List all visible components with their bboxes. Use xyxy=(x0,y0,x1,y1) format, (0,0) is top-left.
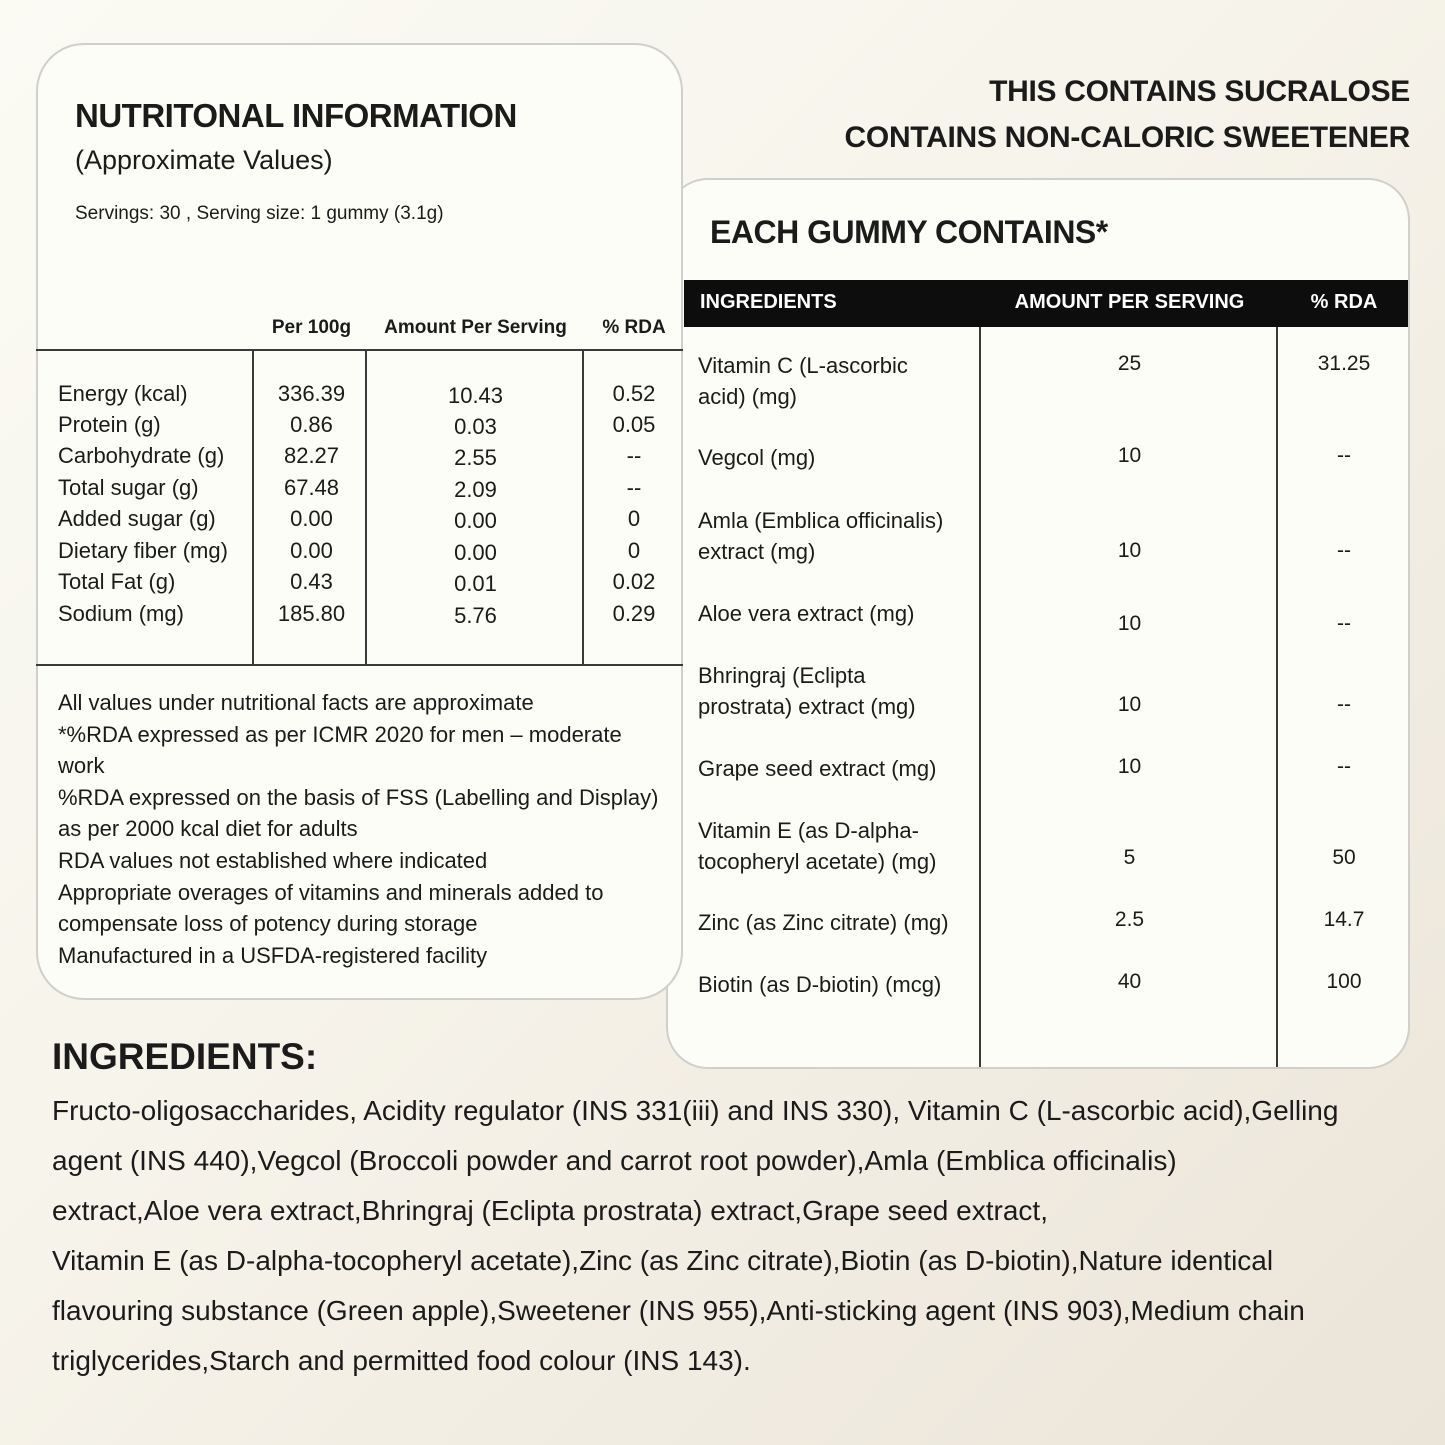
nutrient-name: Added sugar (g) xyxy=(58,506,216,531)
rda-value: -- xyxy=(1337,612,1351,635)
nutrition-subtitle: (Approximate Values) xyxy=(75,145,333,175)
ingredient-name xyxy=(698,969,941,1000)
ingredient-name-line: Grape seed extract (mg) xyxy=(698,756,937,781)
ingredient-name-line: Biotin (as D-biotin) (mcg) xyxy=(698,972,942,997)
nutrient-name: Energy (kcal) xyxy=(58,381,188,406)
ingredients-line: agent (INS 440),Vegcol (Broccoli powder and carrot root powder),Amla (Emblica officinalis) xyxy=(52,1145,1177,1176)
amount-per-serving: 10 xyxy=(1117,612,1142,635)
amount-per-serving: 40 xyxy=(1117,970,1142,993)
table-top-rule xyxy=(36,349,683,351)
nutrient-name: Total sugar (g) xyxy=(58,475,199,500)
amount-per-serving: 10 xyxy=(1117,693,1142,716)
gummy-table-header xyxy=(684,280,1410,327)
amount-per-serving: 10 xyxy=(1117,755,1142,778)
value-per-serving: 0.03 xyxy=(454,414,497,439)
ingredient-name xyxy=(698,505,943,567)
gummy-title: EACH GUMMY CONTAINS* xyxy=(710,214,1108,250)
value-rda: 0.05 xyxy=(612,412,656,437)
rda-value: 50 xyxy=(1332,846,1356,869)
note-line: Manufactured in a USFDA-registered facility xyxy=(58,942,488,968)
rda-value: -- xyxy=(1337,693,1351,716)
ingredient-name xyxy=(698,442,815,473)
value-per-serving: 5.76 xyxy=(454,603,497,628)
value-per-serving: 2.09 xyxy=(454,477,497,502)
value-rda: 0.29 xyxy=(612,601,656,626)
nutrient-name: Total Fat (g) xyxy=(58,569,176,594)
table-row xyxy=(38,475,683,507)
ingredients-line: Fructo-oligosaccharides, Acidity regulator (INS 331(iii) and INS 330), Vitamin C (L-ascorbic acid),Gelling xyxy=(52,1095,1339,1126)
value-rda: 0.52 xyxy=(612,381,656,406)
ingredient-name-line: Aloe vera extract (mg) xyxy=(698,601,915,626)
ingredient-name-line: Vegcol (mg) xyxy=(698,445,816,470)
table-row xyxy=(38,443,683,475)
sweetener-warning: CONTAINS NON-CALORIC SWEETENER xyxy=(844,121,1410,154)
note-line: %RDA expressed on the basis of FSS (Labelling and Display) xyxy=(58,784,659,810)
header-rda: % RDA xyxy=(602,317,666,338)
note-line: compensate loss of potency during storage xyxy=(58,911,478,937)
value-per-100g: 0.86 xyxy=(290,412,333,437)
value-rda: 0 xyxy=(627,538,641,563)
table-row xyxy=(38,381,683,413)
amount-per-serving: 2.5 xyxy=(1114,908,1145,931)
value-per-100g: 336.39 xyxy=(277,381,346,406)
note-line: All values under nutritional facts are approximate xyxy=(58,690,534,715)
note-line: RDA values not established where indicated xyxy=(58,848,488,873)
rda-value: -- xyxy=(1337,539,1351,562)
table-row xyxy=(38,569,683,601)
table-row xyxy=(38,601,683,633)
ingredient-name-line: Vitamin E (as D-alpha- xyxy=(698,818,919,843)
value-rda: 0.02 xyxy=(612,569,656,594)
ingredient-name-line: tocopheryl acetate) (mg) xyxy=(698,849,937,874)
note-line: work xyxy=(58,753,105,779)
value-per-serving: 10.43 xyxy=(447,383,504,408)
rda-value: 14.7 xyxy=(1323,908,1365,931)
ingredients-line: triglycerides,Starch and permitted food colour (INS 143). xyxy=(52,1345,751,1376)
nutrition-title: NUTRITONAL INFORMATION xyxy=(75,97,517,134)
rda-value: 100 xyxy=(1326,970,1362,993)
note-line: Appropriate overages of vitamins and minerals added to xyxy=(58,879,604,905)
ingredient-name-line: prostrata) extract (mg) xyxy=(698,694,916,719)
ingredient-name xyxy=(698,350,908,412)
value-per-100g: 67.48 xyxy=(283,475,340,500)
value-per-100g: 185.80 xyxy=(277,601,346,626)
amount-per-serving: 25 xyxy=(1117,352,1142,375)
value-per-100g: 0.43 xyxy=(290,569,333,594)
nutrition-info-card xyxy=(36,43,683,1000)
rda-value: -- xyxy=(1337,755,1351,778)
ingredient-name-line: Bhringraj (Eclipta xyxy=(698,663,866,688)
ingredient-name xyxy=(698,907,949,938)
value-per-100g: 82.27 xyxy=(283,443,340,468)
value-rda: -- xyxy=(626,475,642,500)
nutrient-name: Sodium (mg) xyxy=(58,601,184,626)
table-row xyxy=(38,506,683,538)
value-per-100g: 0.00 xyxy=(290,538,333,563)
ingredients-line: extract,Aloe vera extract,Bhringraj (Eclipta prostrata) extract,Grape seed extract, xyxy=(52,1195,1048,1226)
value-per-serving: 0.00 xyxy=(454,508,497,533)
rda-value: -- xyxy=(1337,444,1351,467)
note-line: *%RDA expressed as per ICMR 2020 for men – moderate xyxy=(58,721,622,747)
ingredient-name-line: Vitamin C (L-ascorbic xyxy=(698,353,908,378)
servings-info: Servings: 30 , Serving size: 1 gummy (3.1g) xyxy=(75,203,444,224)
ingredient-name-line: Zinc (as Zinc citrate) (mg) xyxy=(698,910,949,935)
ingredient-name xyxy=(698,598,914,629)
table-row xyxy=(38,538,683,570)
ingredient-name-line: extract (mg) xyxy=(698,539,816,564)
value-per-serving: 0.01 xyxy=(454,571,497,596)
nutrient-name: Dietary fiber (mg) xyxy=(58,538,228,563)
note-line: as per 2000 kcal diet for adults xyxy=(58,816,358,842)
value-per-serving: 0.00 xyxy=(454,540,497,565)
ingredient-name xyxy=(698,660,916,722)
ingredients-list xyxy=(52,1086,1422,1386)
value-rda: 0 xyxy=(627,506,641,531)
rda-value: 31.25 xyxy=(1317,352,1371,375)
header-amount-per-serving: Amount Per Serving xyxy=(384,317,567,338)
table-row xyxy=(38,412,683,444)
ingredient-name-line: Amla (Emblica officinalis) xyxy=(698,508,944,533)
ingredients-title: INGREDIENTS: xyxy=(52,1036,318,1077)
value-per-100g: 0.00 xyxy=(290,506,333,531)
ingredients-line: flavouring substance (Green apple),Sweetener (INS 955),Anti-sticking agent (INS 903),Medium chain xyxy=(52,1295,1305,1326)
header-per-100g: Per 100g xyxy=(271,317,352,338)
ingredient-name xyxy=(698,753,936,784)
sucralose-warning: THIS CONTAINS SUCRALOSE xyxy=(989,75,1410,108)
nutrient-name: Carbohydrate (g) xyxy=(58,443,225,468)
nutrient-name: Protein (g) xyxy=(58,412,161,437)
value-rda: -- xyxy=(626,443,642,468)
amount-per-serving: 10 xyxy=(1117,444,1142,467)
value-per-serving: 2.55 xyxy=(454,445,497,470)
ingredients-line: Vitamin E (as D-alpha-tocopheryl acetate),Zinc (as Zinc citrate),Biotin (as D-biotin),Nature identical xyxy=(52,1245,1274,1276)
header-rda: % RDA xyxy=(1310,291,1378,313)
table-bottom-rule xyxy=(36,664,683,666)
ingredient-name-line: acid) (mg) xyxy=(698,384,798,409)
header-ingredients: INGREDIENTS xyxy=(700,291,837,313)
ingredient-name xyxy=(698,815,936,877)
amount-per-serving: 10 xyxy=(1117,539,1142,562)
amount-per-serving: 5 xyxy=(1123,846,1136,869)
header-amount-per-serving: AMOUNT PER SERVING xyxy=(1014,291,1245,313)
gummy-contents-card xyxy=(666,178,1410,1069)
